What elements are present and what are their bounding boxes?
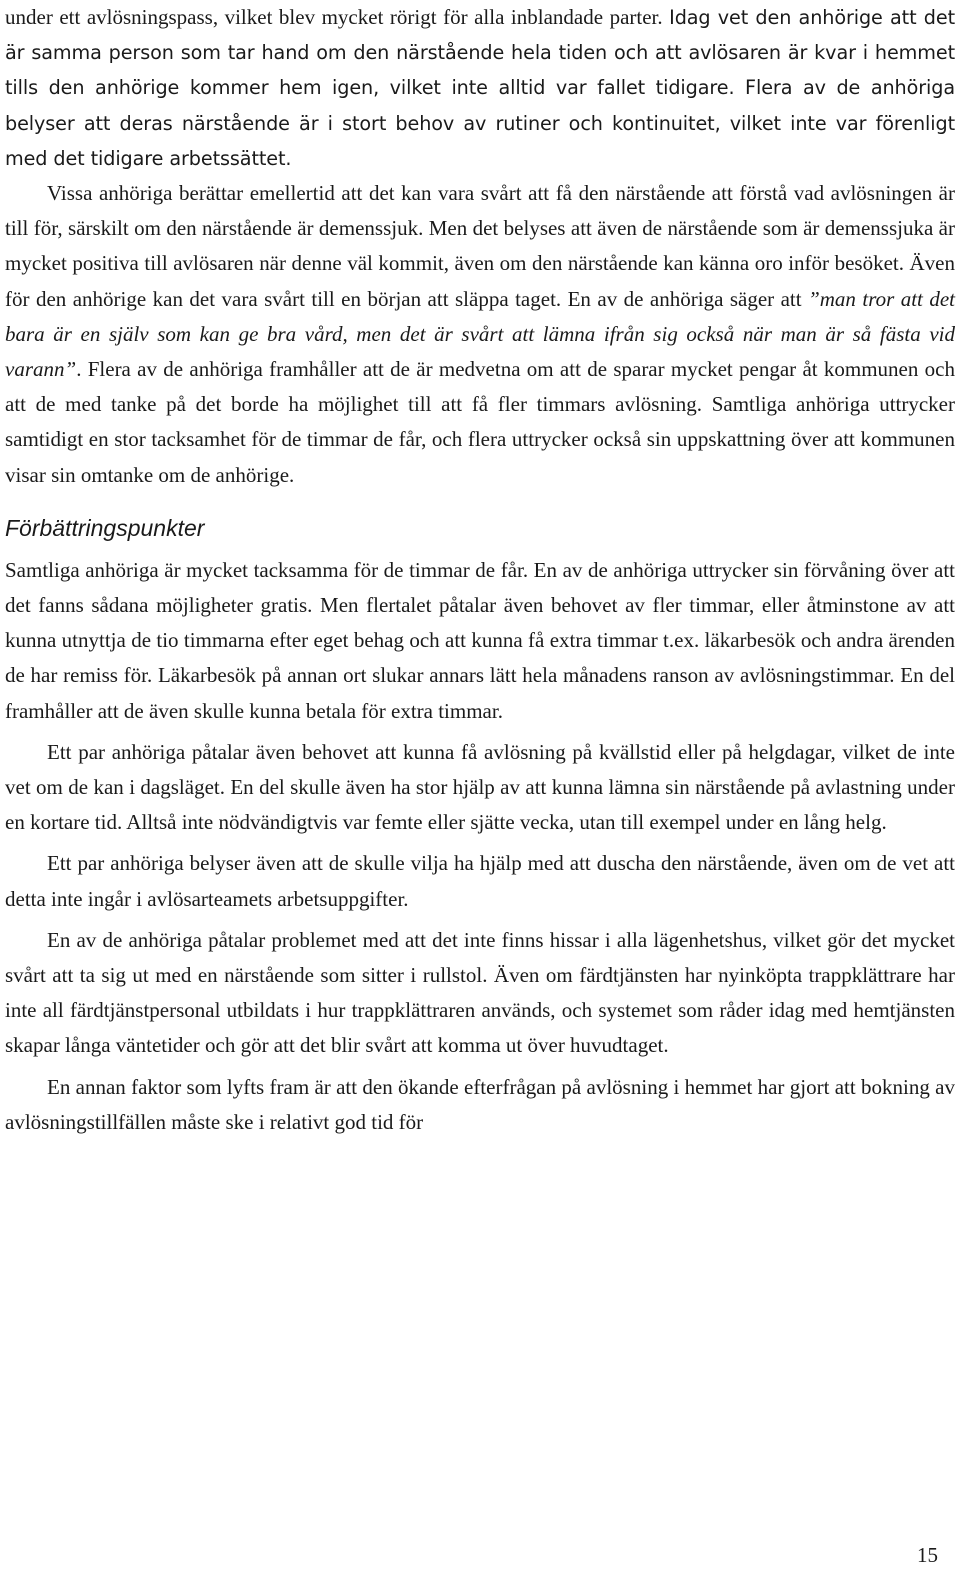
paragraph: Ett par anhöriga påtalar även behovet att kunna få avlösning på kvällstid eller på helgdagar, vilket de inte vet om de kan i dagsläget. En del skulle även ha stor hjälp av att kunna lämna sin närstående på avlastning under en kortare tid. Alltså inte nödvändigtvis var femte eller sjätte vecka, utan till exempel under en lång helg. (5, 739, 955, 835)
page-number: 15 (917, 1543, 938, 1567)
section-heading: Förbättringspunkter (5, 514, 205, 541)
paragraph-text: Flera av de anhöriga belyser att deras närstående är i stort behov av rutiner och kontinuitet, vilket inte var förenligt med det tidigare arbetssättet. (5, 76, 955, 170)
document-body (5, 0, 955, 1140)
paragraph-text: under ett avlösningspass, vilket blev mycket rörigt för alla inblandade parter. (5, 5, 670, 29)
paragraph: Samtliga anhöriga är mycket tacksamma för de timmar de får. En av de anhöriga uttrycker sin förvåning över att det fanns sådana möjligheter gratis. Men flertalet påtalar även behovet av fler timmar, eller åtminstone av att kunna utnyttja de tio timmarna efter eget behag och att kunna få extra timmar t.ex. läkarbesök och andra ärenden de har remiss för. Läkarbesök på annan ort slukar annars lätt hela månadens ranson av avlösningstimmar. En del framhåller att de även skulle kunna betala för extra timmar. (5, 557, 955, 723)
paragraph-text: . Flera av de anhöriga framhåller att de är medvetna om att de sparar mycket pengar åt kommunen och att de med tanke på det borde ha möjlighet till att få fler timmars avlösning. Samtliga anhöriga uttrycker samtidigt en stor tacksamhet för de timmar de får, och flera uttrycker också sin uppskattning över att kommunen visar sin omtanke om de anhörige. (5, 357, 955, 487)
paragraph: Ett par anhöriga belyser även att de skulle vilja ha hjälp med att duscha den närstående, även om de vet att detta inte ingår i avlösarteamets arbetsuppgifter. (5, 851, 955, 911)
paragraph: En annan faktor som lyfts fram är att den ökande efterfrågan på avlösning i hemmet har gjort att bokning av avlösningstillfällen måste ske i relativt god tid för (5, 1074, 955, 1134)
paragraph: En av de anhöriga påtalar problemet med att det inte finns hissar i alla lägenhetshus, vilket gör det mycket svårt att ta sig ut med en närstående som sitter i rullstol. Även om färdtjänsten har nyinköpta trappklättrare har inte all färdtjänstpersonal utbildats i hur trappklättraren används, och systemet som råder idag med hemtjänsten skapar långa väntetider och gör att det blir svårt att komma ut över huvudtaget. (5, 927, 955, 1058)
paragraph-continuation (5, 0, 955, 176)
paragraph-text: Idag vet den anhörige att det är samma person som tar hand om den närstående hela tiden och att avlösaren är kvar i hemmet tills den anhörige kommer hem igen, vilket inte alltid var fallet tidigare. (5, 6, 955, 100)
paragraph-text: Vissa anhöriga berättar emellertid att det kan vara svårt att få den närstående att förstå vad avlösningen är till för, särskilt om den närstående är demenssjuk. Men det belyses att även de närstående som är demenssjuka är mycket positiva till avlösaren när denne väl kommit, även om den närstående kan känna oro inför besöket. Även för den anhörige kan det vara svårt till en början att släppa taget. En av de anhöriga säger att (5, 181, 955, 311)
quote: ”man tror att det bara är en själv som kan ge bra vård, men det är svårt att lämna ifrån sig också när man är så fästa vid varann” (5, 286, 955, 382)
paragraph (5, 176, 955, 493)
